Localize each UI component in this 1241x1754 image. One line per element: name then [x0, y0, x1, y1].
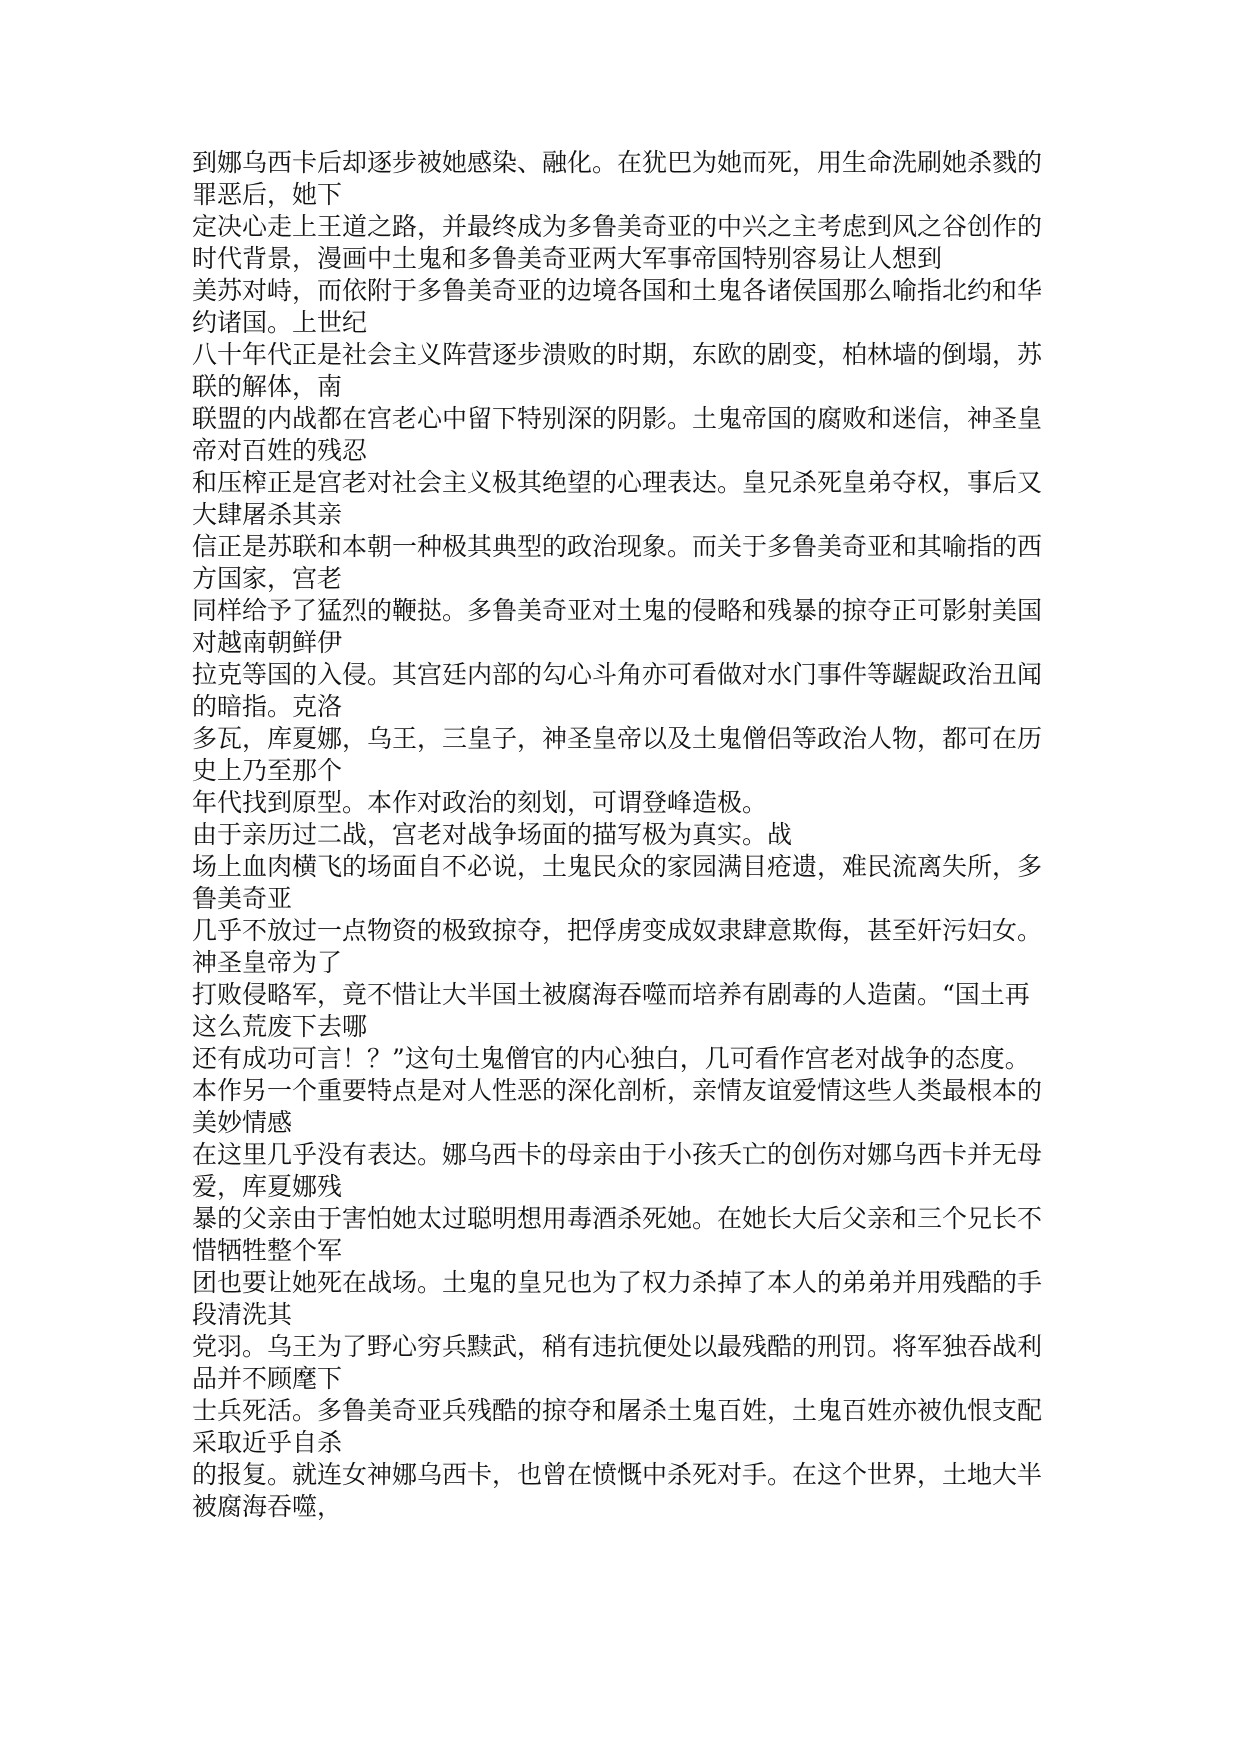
document-page — [192, 147, 1052, 1523]
text-line: 和压榨正是宫老对社会主义极其绝望的心理表达。皇兄杀死皇弟夺权，事后又大肆屠杀其亲 — [192, 468, 1043, 529]
text-line: 定决心走上王道之路，并最终成为多鲁美奇亚的中兴之主考虑到风之谷创作的时代背景，漫画中土鬼和多鲁美奇亚两大军事帝国特别容易让人想到 — [192, 212, 1043, 273]
text-line: 年代找到原型。本作对政治的刻划，可谓登峰造极。 — [192, 788, 768, 817]
text-line: 士兵死活。多鲁美奇亚兵残酷的掠夺和屠杀土鬼百姓，土鬼百姓亦被仇恨支配采取近乎自杀 — [192, 1396, 1043, 1457]
text-line: 同样给予了猛烈的鞭挞。多鲁美奇亚对土鬼的侵略和残暴的掠夺正可影射美国对越南朝鲜伊 — [192, 596, 1043, 657]
text-line: 党羽。乌王为了野心穷兵黩武，稍有违抗便处以最残酷的刑罚。将军独吞战利品并不顾麾下 — [192, 1332, 1043, 1393]
text-line: 联盟的内战都在宫老心中留下特别深的阴影。土鬼帝国的腐败和迷信，神圣皇帝对百姓的残忍 — [192, 404, 1043, 465]
text-line: 美苏对峙，而依附于多鲁美奇亚的边境各国和土鬼各诸侯国那么喻指北约和华约诸国。上世纪 — [192, 276, 1043, 337]
text-line: 信正是苏联和本朝一种极其典型的政治现象。而关于多鲁美奇亚和其喻指的西方国家，宫老 — [192, 532, 1043, 593]
text-line: 暴的父亲由于害怕她太过聪明想用毒酒杀死她。在她长大后父亲和三个兄长不惜牺牲整个军 — [192, 1204, 1043, 1265]
text-line: 的报复。就连女神娜乌西卡，也曾在愤慨中杀死对手。在这个世界，土地大半被腐海吞噬， — [192, 1460, 1043, 1521]
text-line: 由于亲历过二战，宫老对战争场面的描写极为真实。战 — [192, 820, 793, 849]
text-line: 到娜乌西卡后却逐步被她感染、融化。在犹巴为她而死，用生命洗刷她杀戮的罪恶后，她下 — [192, 148, 1043, 209]
text-line: 团也要让她死在战场。土鬼的皇兄也为了权力杀掉了本人的弟弟并用残酷的手段清洗其 — [192, 1268, 1043, 1329]
text-line: 打败侵略军，竟不惜让大半国土被腐海吞噬而培养有剧毒的人造菌。“国土再这么荒废下去哪 — [192, 980, 1030, 1041]
text-line: 在这里几乎没有表达。娜乌西卡的母亲由于小孩夭亡的创伤对娜乌西卡并无母爱，库夏娜残 — [192, 1140, 1043, 1201]
text-line: 多瓦，库夏娜，乌王，三皇子，神圣皇帝以及土鬼僧侣等政治人物，都可在历史上乃至那个 — [192, 724, 1043, 785]
text-line: 还有成功可言！？”这句土鬼僧官的内心独白，几可看作宫老对战争的态度。 — [192, 1044, 1030, 1073]
text-line: 八十年代正是社会主义阵营逐步溃败的时期，东欧的剧变，柏林墙的倒塌，苏联的解体，南 — [192, 340, 1043, 401]
text-line: 本作另一个重要特点是对人性恶的深化剖析，亲情友谊爱情这些人类最根本的美妙情感 — [192, 1076, 1043, 1137]
text-line: 拉克等国的入侵。其宫廷内部的勾心斗角亦可看做对水门事件等龌龊政治丑闻的暗指。克洛 — [192, 660, 1043, 721]
text-line: 场上血肉横飞的场面自不必说，土鬼民众的家园满目疮遗，难民流离失所，多鲁美奇亚 — [192, 852, 1043, 913]
text-line: 几乎不放过一点物资的极致掠夺，把俘虏变成奴隶肆意欺侮，甚至奸污妇女。神圣皇帝为了 — [192, 916, 1043, 977]
